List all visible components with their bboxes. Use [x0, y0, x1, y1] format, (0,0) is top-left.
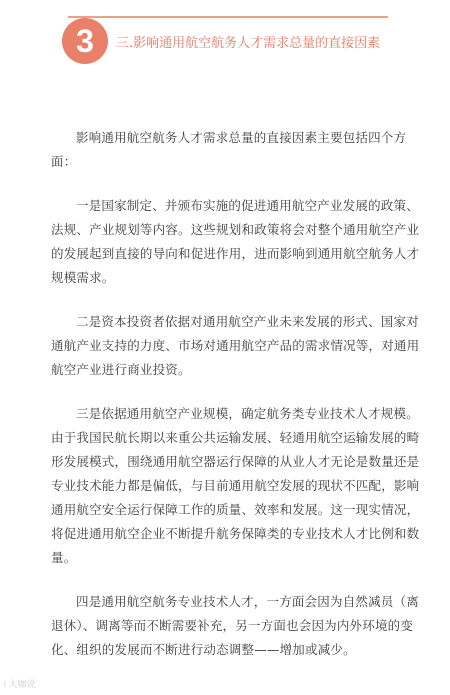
factor-one-paragraph: 一是国家制定、并颁布实施的促进通用航空产业发展的政策、法规、产业规划等内容。这些规划和政策将会对整个通用航空产业的发展起到直接的导向和促进作用，进而影响到通用航空航务人才规模需求。 [51, 198, 420, 285]
watermark-logo: i 大咖说 [4, 679, 36, 689]
intro-paragraph: 影响通用航空航务人才需求总量的直接因素主要包括四个方面： [51, 130, 407, 169]
factor-four-paragraph: 四是通用航空航务专业技术人才，一方面会因为自然减员（离退休）、调离等而不断需要补充，另一方面也会因为内外环境的变化、组织的发展而不断进行动态调整——增加或减少。 [51, 594, 419, 657]
section-title: 三.影响通用航空航务人才需求总量的直接因素 [116, 36, 381, 51]
header-divider-line [68, 16, 388, 18]
factor-two-paragraph: 二是资本投资者依据对通用航空产业未来发展的形式、国家对通航产业支持的力度、市场对通用航空产品的需求情况等，对通用航空产业进行商业投资。 [51, 314, 420, 377]
section-number-badge: 3 [62, 18, 108, 64]
article-body [51, 126, 423, 682]
factor-three-paragraph: 三是依据通用航空产业规模，确定航务类专业技术人才规模。由于我国民航长期以来重公共运输发展、轻通用航空运输发展的畸形发展模式，围绕通用航空器运行保障的从业人才无论是数量还是专业技术能力都是偏低，与目前通用航空发展的现状不匹配，影响通用航空安全运行保障工作的质量、效率和发展。这一现实情况，将促进通用航空企业不断提升航务保障类的专业技术人才比例和数量。 [51, 406, 420, 565]
